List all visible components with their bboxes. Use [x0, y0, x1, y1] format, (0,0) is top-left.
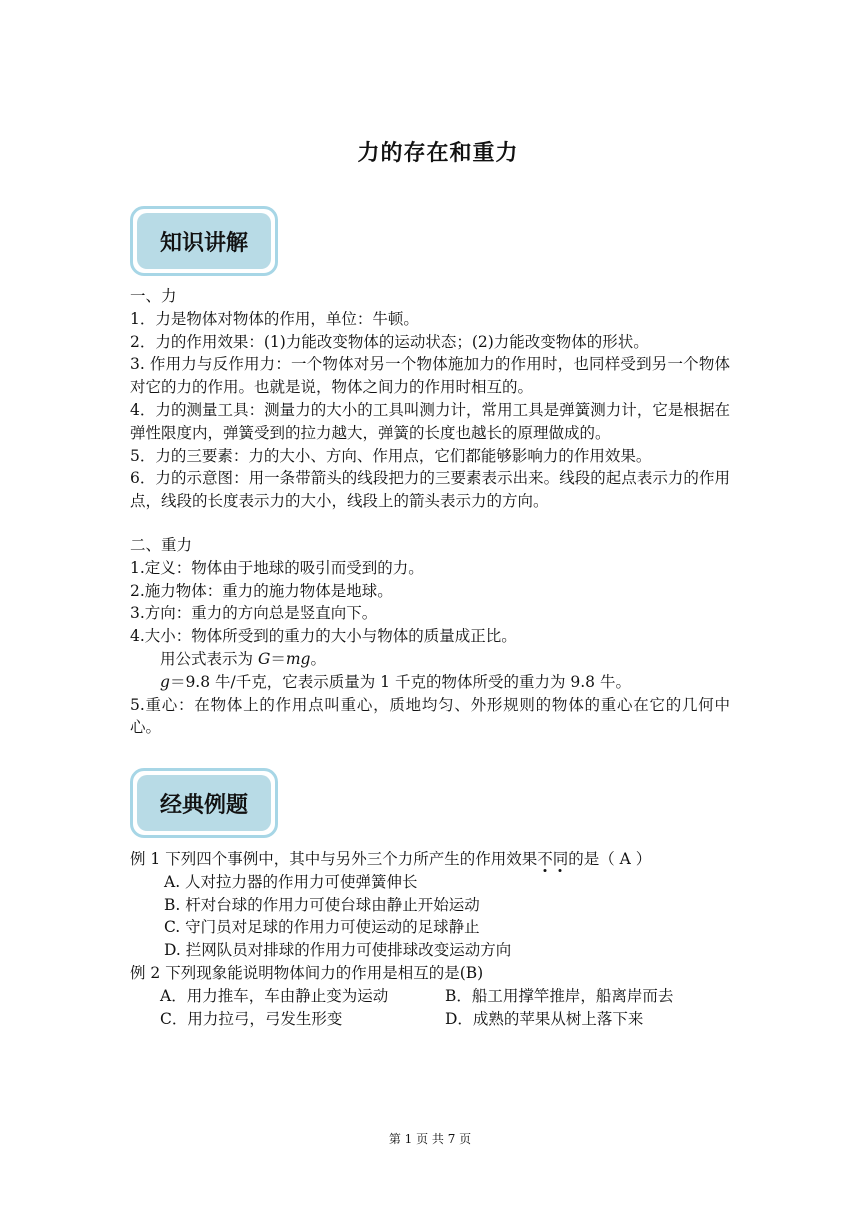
formula-suffix: 。 — [310, 649, 326, 668]
example-2-options-row — [130, 985, 730, 1008]
example-2-option: C．用力拉弓，弓发生形变 — [160, 1009, 343, 1028]
example-1-stem — [130, 848, 730, 871]
gravity-constant — [130, 671, 730, 694]
example-2-options-row — [130, 1008, 730, 1031]
example-1-option: B. 杆对台球的作用力可使台球由静止开始运动 — [164, 895, 480, 914]
gravity-content — [130, 534, 730, 739]
example-1-option: C. 守门员对足球的作用力可使运动的足球静止 — [164, 918, 480, 937]
formula-prefix: 用公式表示为 — [160, 649, 258, 668]
formula-equals: ＝ — [270, 649, 286, 668]
section-badge-label: 经典例题 — [137, 775, 271, 831]
emphasis-char: 同 — [552, 850, 569, 868]
example-2-option: D．成熟的苹果从树上落下来 — [445, 1009, 644, 1028]
example-2-option: A．用力推车，车由静止变为运动 — [160, 986, 389, 1005]
part-heading-gravity: 二、重力 — [130, 536, 193, 554]
force-item-6: 6．力的示意图：用一条带箭头的线段把力的三要素表示出来。线段的起点表示力的作用点，线段的长度表示力的大小，线段上的箭头表示力的方向。 — [130, 469, 730, 511]
page-footer: 第 1 页 共 7 页 — [388, 1132, 472, 1146]
formula-mg: mg — [285, 649, 311, 668]
example-1-stem-text: 例 1 下列四个事例中，其中与另外三个力所产生的作用效果 — [130, 850, 538, 868]
formula-g-symbol: G — [257, 649, 271, 668]
gravity-item-3: 3.方向：重力的方向总是竖直向下。 — [130, 604, 378, 623]
section-badge-label: 知识讲解 — [137, 213, 271, 269]
g-constant-text: ＝9.8 牛/千克，它表示质量为 1 千克的物体所受的重力为 9.8 牛。 — [169, 672, 631, 691]
force-item-3: 3. 作用力与反作用力：一个物体对另一个物体施加力的作用时，也同样受到另一个物体对它的力的作用。也就是说，物体之间力的作用时相互的。 — [130, 355, 730, 397]
force-item-4: 4．力的测量工具：测量力的大小的工具叫测力计，常用工具是弹簧测力计，它是根据在弹性限度内，弹簧受到的拉力越大，弹簧的长度也越长的原理做成的。 — [130, 400, 730, 442]
examples-content — [130, 848, 730, 1030]
example-1-answer: 的是（ A ） — [568, 850, 652, 868]
part-heading-force: 一、力 — [130, 287, 177, 305]
section-badge-knowledge — [130, 206, 278, 276]
gravity-item-1: 1.定义：物体由于地球的吸引而受到的力。 — [130, 558, 424, 577]
gravity-item-5: 5.重心：在物体上的作用点叫重心，质地均匀、外形规则的物体的重心在它的几何中心。 — [130, 695, 730, 737]
example-2-option: B．船工用撑竿推岸，船离岸而去 — [445, 986, 674, 1005]
knowledge-content — [130, 285, 730, 513]
gravity-formula — [130, 648, 730, 671]
force-item-5: 5．力的三要素：力的大小、方向、作用点，它们都能够影响力的作用效果。 — [130, 446, 652, 465]
example-1-option: D. 拦网队员对排球的作用力可使排球改变运动方向 — [164, 941, 512, 960]
g-constant-symbol: g — [160, 672, 170, 691]
section-badge-examples — [130, 768, 278, 838]
gravity-item-2: 2.施力物体：重力的施力物体是地球。 — [130, 581, 393, 600]
emphasis-char: 不 — [537, 850, 553, 868]
force-item-2: 2．力的作用效果：(1)力能改变物体的运动状态；(2)力能改变物体的形状。 — [130, 332, 649, 351]
gravity-item-4: 4.大小：物体所受到的重力的大小与物体的质量成正比。 — [130, 627, 517, 646]
page-title: 力的存在和重力 — [357, 140, 519, 166]
example-1-option: A. 人对拉力器的作用力可使弹簧伸长 — [164, 872, 418, 891]
example-2-stem: 例 2 下列现象能说明物体间力的作用是相互的是(B) — [130, 963, 484, 982]
force-item-1: 1．力是物体对物体的作用，单位：牛顿。 — [130, 309, 419, 328]
